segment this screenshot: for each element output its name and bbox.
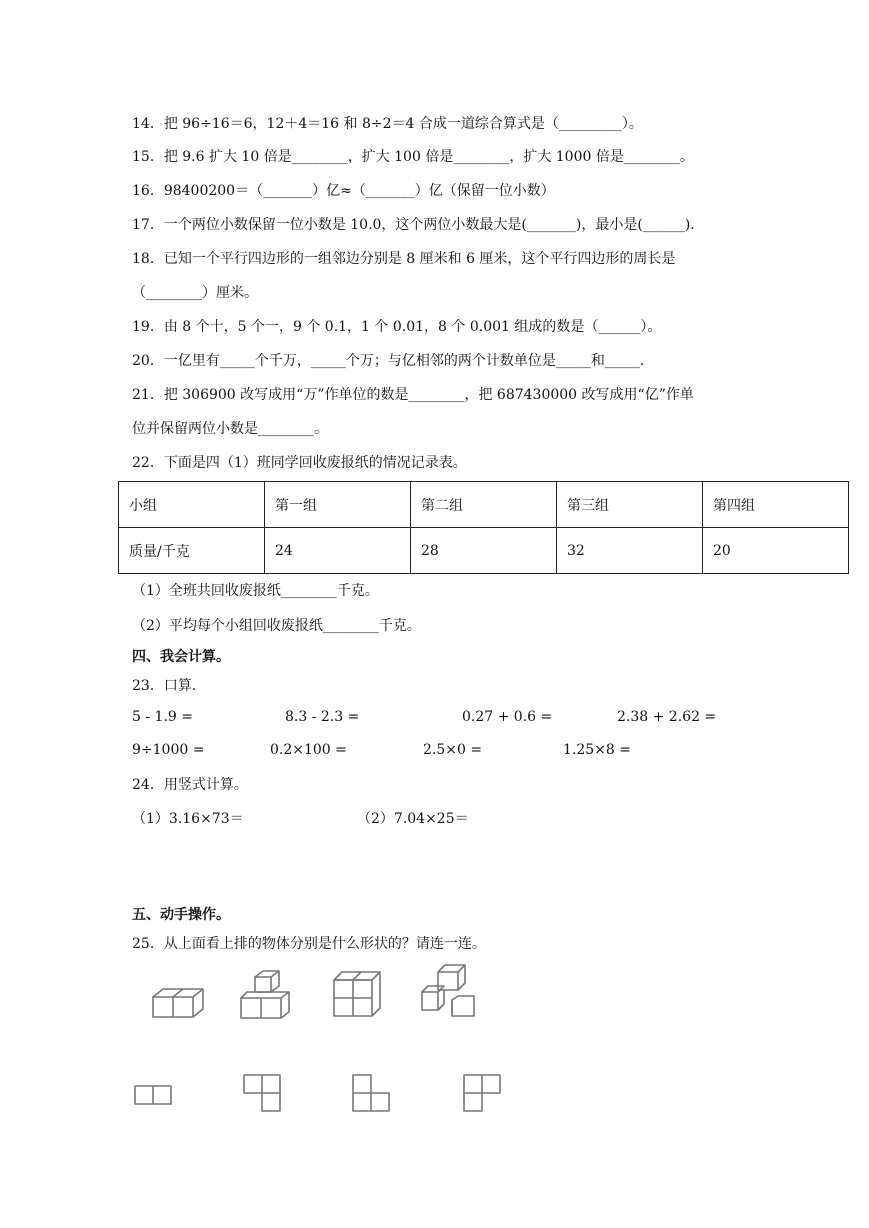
vertical-calc-item: （2）7.04×25＝ — [357, 811, 469, 827]
question-21-line1: 21．把 306900 改写成用“万”作单位的数是________，把 687430000 改写成用“亿”作单 — [132, 387, 694, 403]
question-20: 20．一亿里有_____个千万，_____个万；与亿相邻的两个计数单位是_____和_____. — [132, 353, 645, 369]
question-16: 16．98400200＝（_______）亿≈（_______）亿（保留一位小数） — [132, 183, 555, 199]
question-18-line1: 18．已知一个平行四边形的一组邻边分别是 8 厘米和 6 厘米，这个平行四边形的周长是 — [132, 251, 676, 267]
calc-item: 0.27 + 0.6 = — [462, 709, 553, 725]
table-cell: 第四组 — [703, 482, 849, 528]
table-cell: 第三组 — [557, 482, 703, 528]
paper-collection-table — [118, 481, 849, 574]
question-17: 17．一个两位小数保留一位小数是 10.0，这个两位小数最大是(_______)，最小是(______)． — [132, 217, 705, 233]
table-cell: 质量/千克 — [119, 528, 265, 574]
question-14: 14．把 96÷16＝6，12＋4＝16 和 8÷2＝4 合成一道综合算式是（_________）。 — [132, 116, 643, 132]
top-view-shape-2 — [242, 1073, 284, 1115]
cube-figure-4 — [418, 962, 480, 1024]
calc-item: 0.2×100 = — [270, 742, 347, 758]
question-21-line2: 位并保留两位小数是________。 — [132, 421, 328, 437]
question-15: 15．把 9.6 扩大 10 倍是________，扩大 100 倍是________，扩大 1000 倍是________。 — [132, 149, 694, 165]
section-5-title: 五、动手操作。 — [132, 907, 230, 923]
cube-figure-3 — [330, 968, 386, 1022]
table-row — [119, 528, 849, 574]
table-cell: 第二组 — [411, 482, 557, 528]
top-view-shape-1 — [133, 1084, 173, 1108]
question-23: 23．口算. — [132, 678, 197, 694]
top-view-shape-4 — [462, 1073, 504, 1115]
calc-item: 8.3 - 2.3 = — [285, 709, 360, 725]
question-24: 24．用竖式计算。 — [132, 777, 248, 793]
question-22-sub1: （1）全班共回收废报纸________千克。 — [132, 583, 379, 599]
calc-item: 2.5×0 = — [423, 742, 483, 758]
vertical-calc-item: （1）3.16×73＝ — [132, 811, 244, 827]
question-22-sub2: （2）平均每个小组回收废报纸________千克。 — [132, 618, 421, 634]
table-cell: 第一组 — [265, 482, 411, 528]
table-cell: 20 — [703, 528, 849, 574]
table-cell: 32 — [557, 528, 703, 574]
question-19: 19．由 8 个十，5 个一，9 个 0.1，1 个 0.01，8 个 0.001 组成的数是（______）。 — [132, 319, 662, 335]
calc-item: 1.25×8 = — [563, 742, 631, 758]
calc-item: 5 - 1.9 = — [132, 709, 193, 725]
cube-figure-2 — [237, 968, 299, 1024]
table-cell: 28 — [411, 528, 557, 574]
top-view-shape-3 — [351, 1073, 393, 1115]
question-18-line2: （________）厘米。 — [132, 285, 258, 301]
question-25: 25．从上面看上排的物体分别是什么形状的？请连一连。 — [132, 936, 486, 952]
calc-item: 9÷1000 = — [132, 742, 205, 758]
section-4-title: 四、我会计算。 — [132, 649, 230, 665]
question-22: 22．下面是四（1）班同学回收废报纸的情况记录表。 — [132, 455, 467, 471]
cube-figure-1 — [150, 980, 210, 1022]
table-header-row — [119, 482, 849, 528]
table-cell: 24 — [265, 528, 411, 574]
calc-item: 2.38 + 2.62 = — [617, 709, 717, 725]
table-cell: 小组 — [119, 482, 265, 528]
